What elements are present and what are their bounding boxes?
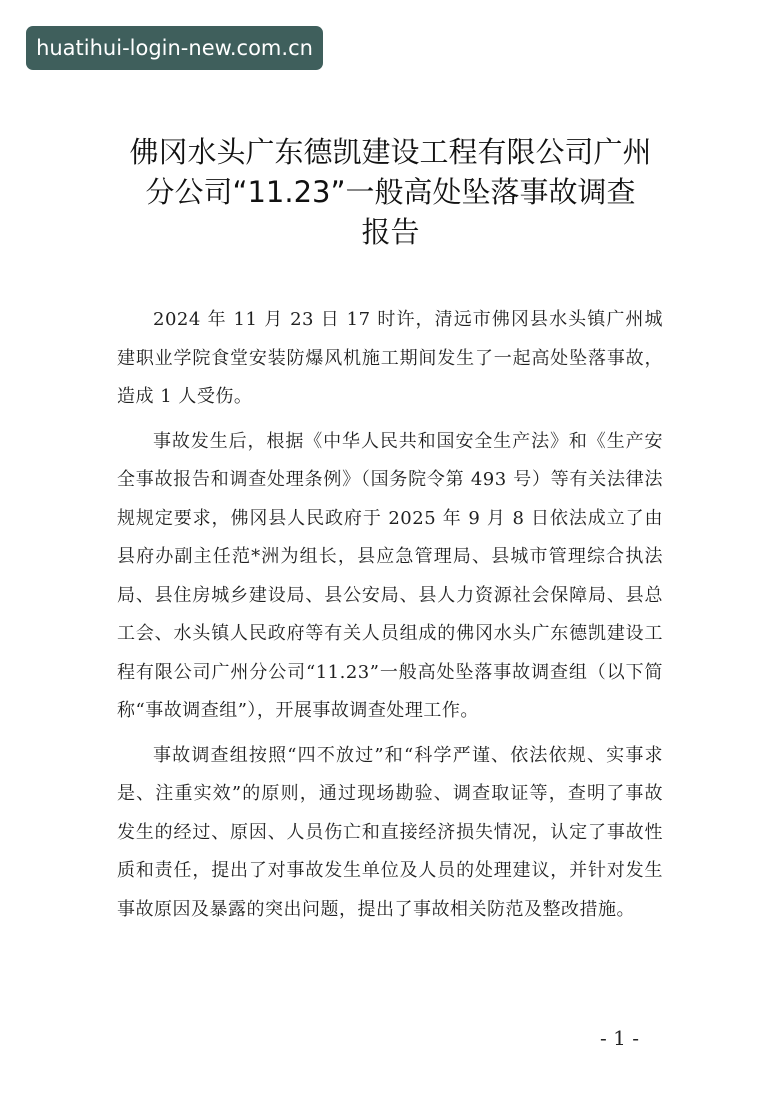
document-title <box>90 132 691 252</box>
paragraph-incident-summary: 2024 年 11 月 23 日 17 时许，清远市佛冈县水头镇广州城建职业学院食堂安装防爆风机施工期间发生了一起高处坠落事故，造成 1 人受伤。 <box>117 309 663 407</box>
title-line-1: 佛冈水头广东德凯建设工程有限公司广州 <box>129 135 652 169</box>
document-body <box>117 301 663 935</box>
title-line-3: 报告 <box>361 215 420 249</box>
paragraph-investigation-team: 事故发生后，根据《中华人民共和国安全生产法》和《生产安全事故报告和调查处理条例》（国务院令第 493 号）等有关法律法规规定要求，佛冈县人民政府于 2025 年 9 月 8 日依法成立了由县府办副主任范*洲为组长，县应急管理局、县城市管理综合执法局、县住房城乡建设局、县公安局、县人力资源社会保障局、县总工会、水头镇人民政府等有关人员组成的佛冈水头广东德凯建设工程有限公司广州分公司“11.23”一般高处坠落事故调查组（以下简称“事故调查组”），开展事故调查处理工作。 <box>117 430 663 721</box>
watermark-label: huatihui-login-new.com.cn <box>26 26 323 70</box>
page-number: - 1 - <box>600 1026 639 1050</box>
title-line-2: 分公司“11.23”一般高处坠落事故调查 <box>145 175 636 209</box>
paragraph-investigation-principles: 事故调查组按照“四不放过”和“科学严谨、依法依规、实事求是、注重实效”的原则，通过现场勘验、调查取证等，查明了事故发生的经过、原因、人员伤亡和直接经济损失情况，认定了事故性质和责任，提出了对事故发生单位及人员的处理建议，并针对发生事故原因及暴露的突出问题，提出了事故相关防范及整改措施。 <box>117 744 663 920</box>
